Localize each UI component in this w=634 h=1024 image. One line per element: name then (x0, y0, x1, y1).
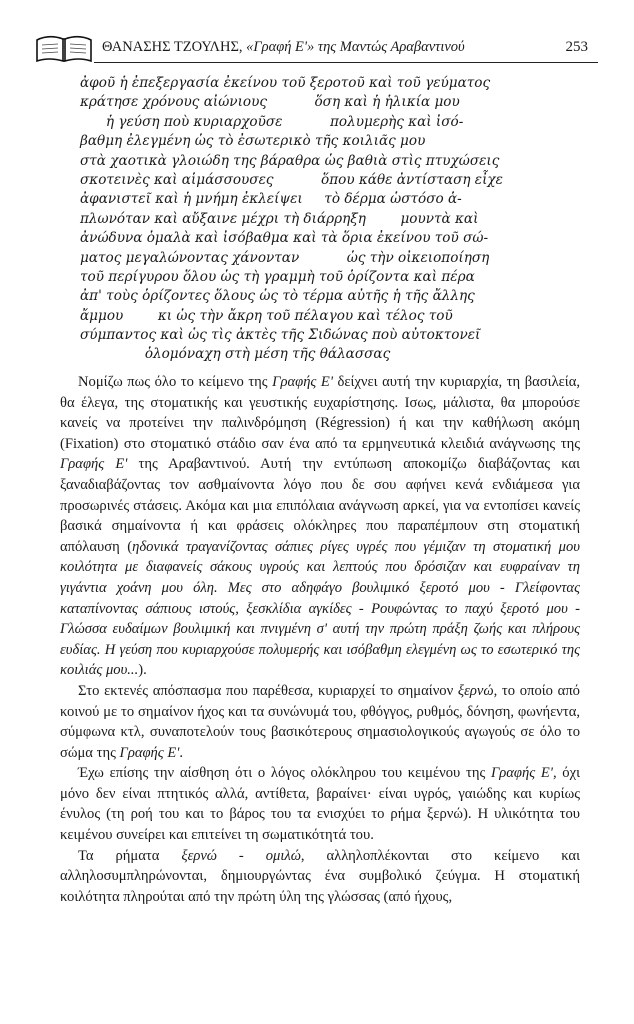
text-run: . (179, 744, 184, 761)
poem-line: τοῦ περίγυρου ὅλου ὡς τὴ γραμμὴ τοῦ ὁρίζοντα καὶ πέρα (80, 268, 475, 285)
italic-run: Γραφής Ε' (272, 374, 333, 390)
running-header (34, 30, 600, 64)
text-run: Στο εκτενές απόσπασμα που παρέθεσα, κυριαρχεί το σημαίνον (78, 682, 458, 699)
italic-run: ηδονικά τραγανίζοντας σάπιες ρίγες υγρές που γέμιζαν τη στοματική μου κοιλότητα με διαφανείς σάκους υγρούς και λεπτούς που δρόσιζαν και ευφραίναν τη γιγάντια χοάνη μου όλη. Μες στο αδηφάγο βουλιμικό ξεροτό μου - Γλείφοντας καταπίνοντας σάπιους ιστούς, ξεσκλίδια αγκίδες - Ρουφώντας το παχύ ξεροτό μου - Γλώσσα ευδαίμων βουλιμική και πνιγμένη σ' αυτή την πρώτη πράξη ζωής και πλήρους ευδίας. Η γεύση που κυριαρχούσε πολυμερής και ισόβαθμη ελεγμένη ως το εσωτερικό της κοιλιάς μου... (60, 538, 580, 679)
text-run: Νομίζω πως όλο το κείμενο της (78, 374, 273, 390)
open-book-icon (34, 30, 94, 64)
body-paragraph (60, 846, 580, 908)
italic-run: ξερνώ (457, 682, 494, 699)
header-work: «Γραφή Ε'» (242, 39, 315, 55)
text-run: δείχνει αυτή την κυριαρχία, τη βασιλεία, θα έλεγα, της στοματικής και γευστικής ευχαρίστησης. Ισως, μάλιστα, θα μπορούσε κανείς να προτείνει την παλινδρόμηση (Régression) ή και την καθήλωση ακόμη (Fixation) στο στοματικό στάδιο σαν ένα από τα ερμηνευτικά κλειδιά ανάγνωσης της (60, 374, 580, 452)
italic-run: Γραφής Ε' (490, 765, 553, 782)
poem-line: ἀνώδυνα ὁμαλὰ καὶ ἰσόβαθμα καὶ τὰ ὅρια ἐκείνου τοῦ σώ- (80, 230, 489, 247)
text-run: , όχι μόνο δεν είναι πτητικός αλλά, αντίθετα, βαραίνει· είναι υγρός, γαιώδης και κυρίως ένυλος (τη ροή του και το βάρος του τα ενισχύει το ρήμα ξερνώ). Η υλικότητα του κειμένου συνείρει και επιτείνει τη σωματικότητά του. (60, 765, 581, 844)
text-run: , αλληλοπλέκονται στο κείμενο και αλληλοσυμπληρώνονται, δημιουργώντας ένα συμβολικό ζεύγμα. Η στοματική κοιλότητα πληρούται από την πρώτη ύλη της γλώσσας (από ήχους, (60, 847, 580, 905)
body-text (60, 372, 580, 907)
body-paragraph (60, 681, 580, 763)
poem-line: ματος μεγαλώνοντας χάνονταν ὡς τὴν οἰκειοποίηση (80, 249, 490, 266)
poem-line: σύμπαντος καὶ ὡς τὶς ἀκτὲς τῆς Σιδώνας ποὺ αὐτοκτονεῖ (80, 327, 481, 344)
body-paragraph (60, 372, 580, 681)
page-number: 253 (565, 39, 588, 55)
poem-line: κράτησε χρόνους αἰώνιους ὅση καὶ ἡ ἡλικία μου (80, 94, 460, 111)
poem-line: ἡ γεύση ποὺ κυριαρχοῦσε πολυμερὴς καὶ ἰσό- (80, 113, 464, 130)
text-run: ). (138, 662, 147, 679)
header-divider (94, 62, 598, 63)
italic-run: Γραφής Ε' (119, 744, 180, 761)
poem-line: ἀφοῦ ἡ ἐπεξεργασία ἐκείνου τοῦ ξεροτοῦ καὶ τοῦ γεύματος (80, 75, 491, 91)
poem-line: ὁλομόναχη στὴ μέση τῆς θάλασσας (80, 346, 391, 363)
poem-line: πλωνόταν καὶ αὔξαινε μέχρι τὴ διάρρηξη μουντὰ καὶ (80, 210, 479, 227)
poem-line: ἀφανιστεῖ καὶ ἡ μνήμη ἐκλείψει τὸ δέρμα ὡστόσο ἁ- (80, 191, 462, 208)
text-run: Τα ρήματα (78, 847, 182, 864)
italic-run: ξερνώ - ομιλώ (181, 847, 301, 864)
header-title (102, 39, 465, 56)
poem-line: ἄμμου κι ὡς τὴν ἄκρη τοῦ πέλαγου καὶ τέλος τοῦ (80, 307, 453, 324)
poem-line: ἀπ' τοὺς ὁρίζοντες ὅλους ὡς τὸ τέρμα αὐτῆς ἡ τῆς ἄλλης (80, 288, 475, 305)
body-paragraph (60, 763, 580, 845)
header-rest: της Μαντώς Αραβαντινού (314, 39, 465, 55)
poem-line: στὰ χαοτικὰ γλοιώδη της βάραθρα ὡς βαθιὰ στὶς πτυχώσεις (80, 152, 500, 169)
text-run: της Αραβαντινού. Αυτή την εντύπωση αποκομίζω διαβάζοντας και ξαναδιαβάζοντας τον ασθμαίνοντα λόγο που δε σου αφήνει κενά ενδιάμεσα για προσωρινές στάσεις. Ακόμα και μια επιπόλαια ανάγνωση αρκεί, για να εντοπίσει κανείς βασικά σημαίνοντα ή και φράσεις ολόκληρες που παραπέμπουν στη στοματική απόλαυση ( (60, 456, 580, 555)
text-run: Έχω επίσης την αίσθηση ότι ο λόγος ολόκληρου του κειμένου της (78, 765, 491, 782)
header-author: ΘΑΝΑΣΗΣ ΤΖΟΥΛΗΣ, (102, 39, 243, 55)
italic-run: Γραφής Ε' (60, 456, 128, 473)
poem-line: σκοτεινὲς καὶ αἱμάσσουσες ὅπου κάθε ἀντίσταση εἶχε (80, 171, 503, 188)
text-run: , το οποίο από κοινού με το σημαίνον ήχος και τα συνώνυμά του, φθόγγος, ρυθμός, δόνηση, φωνήεντα, σύμφωνα κτλ, συναποτελούν τους βασικότερους σημασιολογικούς αγωγούς σε όλο το σώμα της (60, 682, 580, 761)
poem-excerpt (80, 74, 550, 365)
poem-line: βαθμη ἐλεγμένη ὡς τὸ ἐσωτερικὸ τῆς κοιλιᾶς μου (80, 133, 426, 150)
